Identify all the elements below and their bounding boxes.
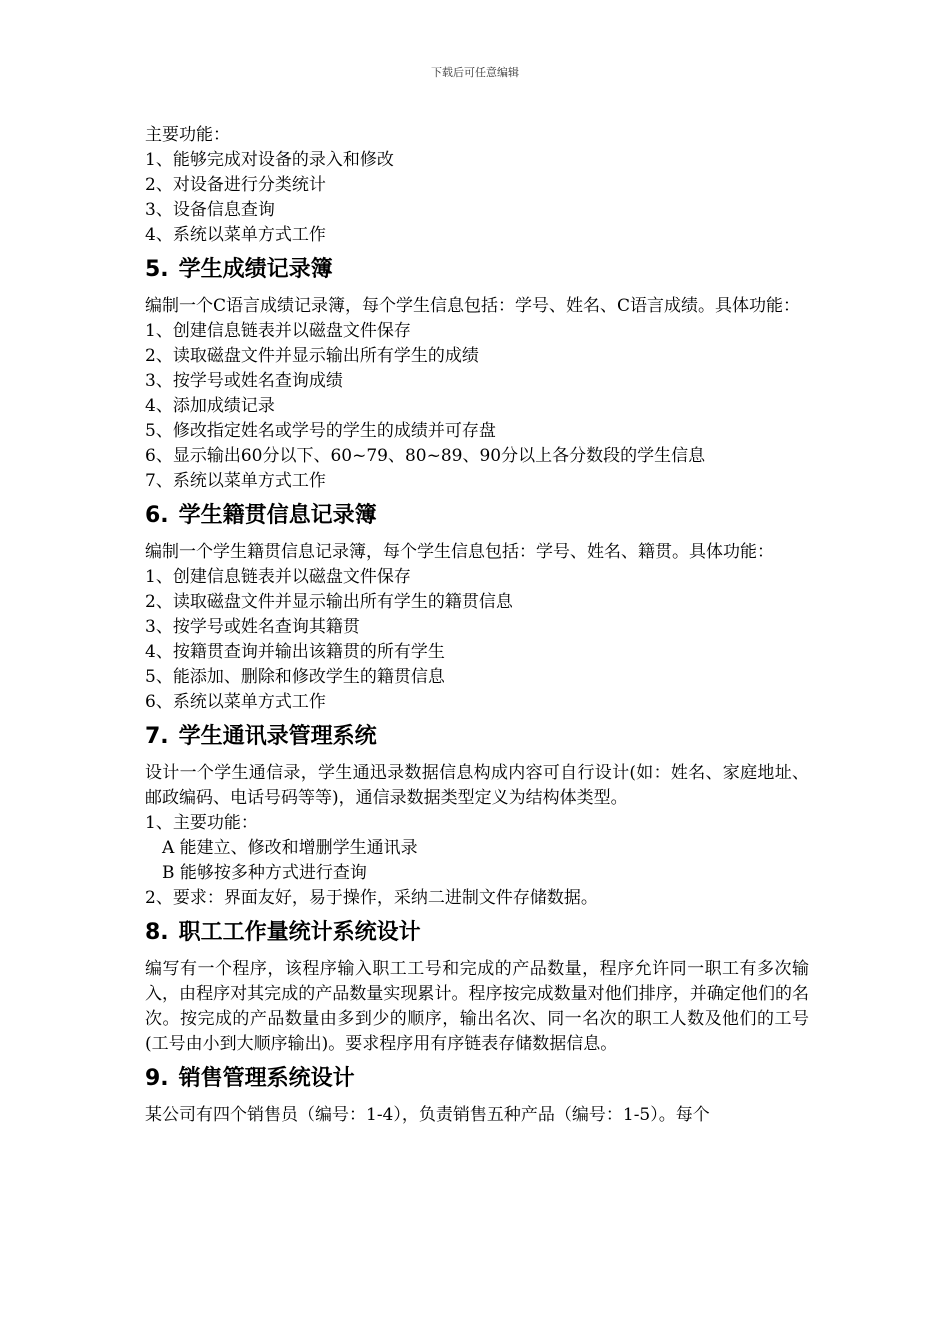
- requirement-item: 2、要求：界面友好，易于操作，采纳二进制文件存储数据。: [145, 888, 598, 908]
- section-title: 职工工作量统计系统设计: [178, 920, 421, 945]
- sub-feature-item: B 能够按多种方式进行查询: [162, 863, 367, 883]
- section-heading-8: [145, 918, 809, 948]
- feature-item: 4、添加成绩记录: [145, 396, 275, 416]
- section-title: 学生成绩记录簿: [178, 257, 333, 282]
- feature-item: 2、读取磁盘文件并显示输出所有学生的成绩: [145, 346, 479, 366]
- section-number: 5.: [145, 257, 169, 282]
- feature-item: 6、显示输出60分以下、60~79、80~89、90分以上各分数段的学生信息: [145, 446, 706, 466]
- feature-item: 4、按籍贯查询并输出该籍贯的所有学生: [145, 642, 445, 662]
- feature-item: 1、能够完成对设备的录入和修改: [145, 150, 394, 170]
- section-title: 学生籍贯信息记录簿: [178, 503, 377, 528]
- document-body: [145, 123, 809, 1128]
- feature-item: 3、按学号或姓名查询成绩: [145, 371, 343, 391]
- feature-item: 7、系统以菜单方式工作: [145, 471, 326, 491]
- section-4-features: [145, 123, 809, 248]
- section-title: 学生通讯录管理系统: [178, 724, 377, 749]
- feature-item: 3、设备信息查询: [145, 200, 275, 220]
- feature-item: 2、读取磁盘文件并显示输出所有学生的籍贯信息: [145, 592, 513, 612]
- section-intro: 编制一个C语言成绩记录簿，每个学生信息包括：学号、姓名、C语言成绩。具体功能：: [145, 296, 801, 316]
- section-number: 6.: [145, 503, 169, 528]
- section-intro: 设计一个学生通信录，学生通迅录数据信息构成内容可自行设计(如：姓名、家庭地址、邮政编码、电话号码等等)，通信录数据类型定义为结构体类型。: [145, 763, 809, 808]
- section-number: 7.: [145, 724, 169, 749]
- feature-list-label: 1、主要功能：: [145, 813, 258, 833]
- section-heading-6: [145, 501, 809, 531]
- feature-item: 1、创建信息链表并以磁盘文件保存: [145, 567, 411, 587]
- section-number: 9.: [145, 1066, 169, 1091]
- feature-item: 5、能添加、删除和修改学生的籍贯信息: [145, 667, 445, 687]
- section-heading-9: [145, 1064, 809, 1094]
- section-body: 某公司有四个销售员（编号：1-4），负责销售五种产品（编号：1-5）。每个: [145, 1105, 710, 1125]
- feature-item: 1、创建信息链表并以磁盘文件保存: [145, 321, 411, 341]
- section-heading-7: [145, 722, 809, 752]
- feature-item: 6、系统以菜单方式工作: [145, 692, 326, 712]
- section-number: 8.: [145, 920, 169, 945]
- feature-item: 3、按学号或姓名查询其籍贯: [145, 617, 360, 637]
- section-heading-5: [145, 255, 809, 285]
- feature-item: 4、系统以菜单方式工作: [145, 225, 326, 245]
- feature-list-label: 主要功能：: [145, 125, 230, 145]
- sub-feature-item: A 能建立、修改和增删学生通讯录: [162, 838, 418, 858]
- section-title: 销售管理系统设计: [178, 1066, 355, 1091]
- section-intro: 编制一个学生籍贯信息记录簿，每个学生信息包括：学号、姓名、籍贯。具体功能：: [145, 542, 774, 562]
- feature-item: 5、修改指定姓名或学号的学生的成绩并可存盘: [145, 421, 496, 441]
- section-body: 编写有一个程序，该程序输入职工工号和完成的产品数量，程序允许同一职工有多次输入，由程序对其完成的产品数量实现累计。程序按完成数量对他们排序，并确定他们的名次。按完成的产品数量由多到少的顺序，输出名次、同一名次的职工人数及他们的工号(工号由小到大顺序输出)。要求程序用有序链表存储数据信息。: [145, 959, 809, 1054]
- feature-item: 2、对设备进行分类统计: [145, 175, 326, 195]
- page-header: 下载后可任意编辑: [431, 66, 519, 79]
